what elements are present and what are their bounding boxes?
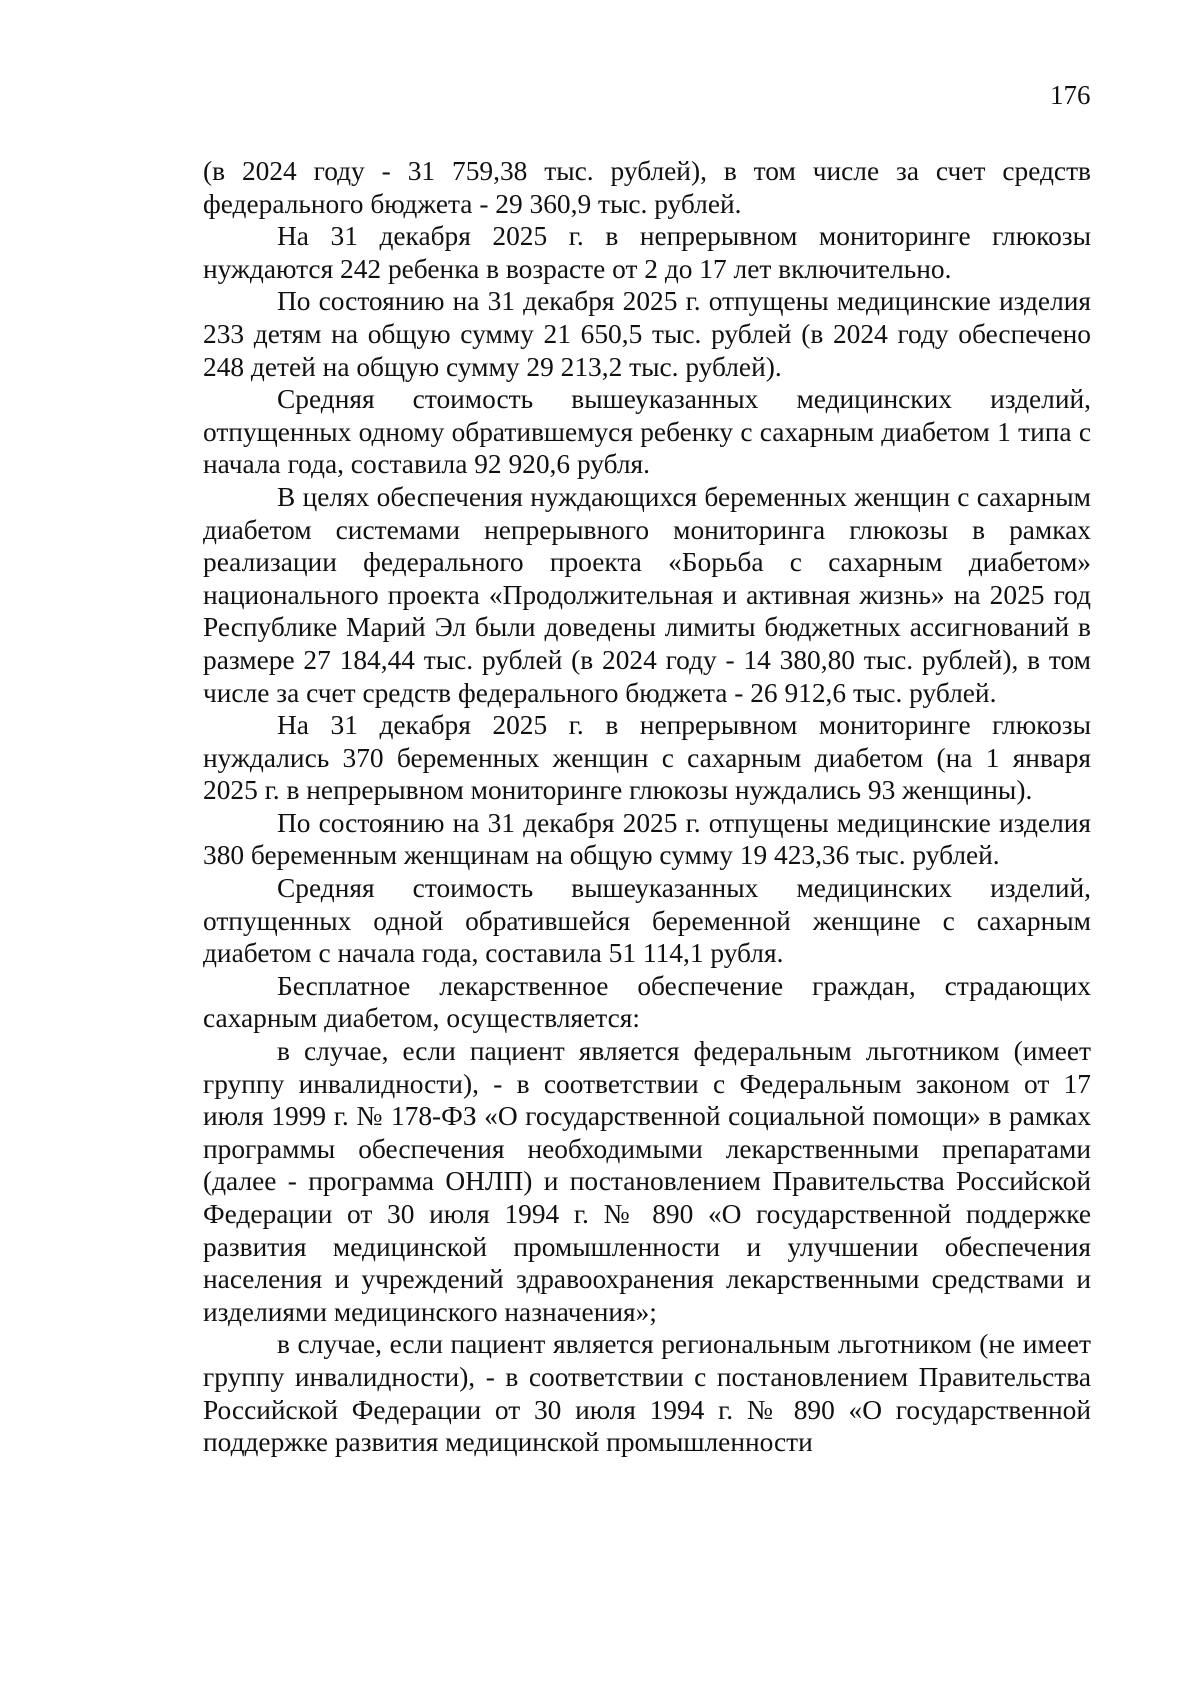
paragraph: По состоянию на 31 декабря 2025 г. отпущены медицинские изделия 380 беременным женщинам на общую сумму 19 423,36 тыс. рублей. — [203, 807, 1091, 871]
paragraph: Средняя стоимость вышеуказанных медицинских изделий, отпущенных одной обратившейся беременной женщине с сахарным диабетом с начала года, составила 51 114,1 рубля. — [203, 873, 1091, 969]
paragraph: По состоянию на 31 декабря 2025 г. отпущены медицинские изделия 233 детям на общую сумму 21 650,5 тыс. рублей (в 2024 году обеспечено 248 детей на общую сумму 29 213,2 тыс. рублей). — [203, 286, 1091, 382]
paragraph: в случае, если пациент является федеральным льготником (имеет группу инвалидности), - в соответствии с Федеральным законом от 17 июля 1999 г. № 178-ФЗ «О государственной социальной помощи» в рамках программы обеспечения необходимыми лекарственными препаратами (далее - программа ОНЛП) и постановлением Правительства Российской Федерации от 30 июля 1994 г. № 890 «О государственной поддержке развития медицинской промышленности и улучшении обеспечения населения и учреждений здравоохранения лекарственными средствами и изделиями медицинского назначения»; — [203, 1036, 1091, 1327]
page-number: 176 — [1050, 80, 1091, 110]
paragraph: (в 2024 году - 31 759,38 тыс. рублей), в том числе за счет средств федерального бюджета - 29 360,9 тыс. рублей. — [203, 156, 1091, 219]
paragraph: В целях обеспечения нуждающихся беременных женщин с сахарным диабетом системами непрерывного мониторинга глюкозы в рамках реализации федерального проекта «Борьба с сахарным диабетом» национального проекта «Продолжительная и активная жизнь» на 2025 год Республике Марий Эл были доведены лимиты бюджетных ассигнований в размере 27 184,44 тыс. рублей (в 2024 году - 14 380,80 тыс. рублей), в том числе за счет средств федерального бюджета - 26 912,6 тыс. рублей. — [203, 481, 1091, 708]
paragraph: Средняя стоимость вышеуказанных медицинских изделий, отпущенных одному обратившемуся ребенку с сахарным диабетом 1 типа с начала года, составила 92 920,6 рубля. — [203, 384, 1091, 480]
paragraph: На 31 декабря 2025 г. в непрерывном мониторинге глюкозы нуждались 370 беременных женщин с сахарным диабетом (на 1 января 2025 г. в непрерывном мониторинге глюкозы нуждались 93 женщины). — [203, 710, 1091, 806]
paragraph: Бесплатное лекарственное обеспечение граждан, страдающих сахарным диабетом, осуществляется: — [203, 970, 1091, 1034]
paragraph: в случае, если пациент является региональным льготником (не имеет группу инвалидности), - в соответствии с постановлением Правительства Российской Федерации от 30 июля 1994 г. № 890 «О государственной поддержке развития медицинской промышленности — [203, 1329, 1091, 1458]
paragraph: На 31 декабря 2025 г. в непрерывном мониторинге глюкозы нуждаются 242 ребенка в возрасте от 2 до 17 лет включительно. — [203, 221, 1091, 284]
document-body — [203, 155, 1091, 1459]
